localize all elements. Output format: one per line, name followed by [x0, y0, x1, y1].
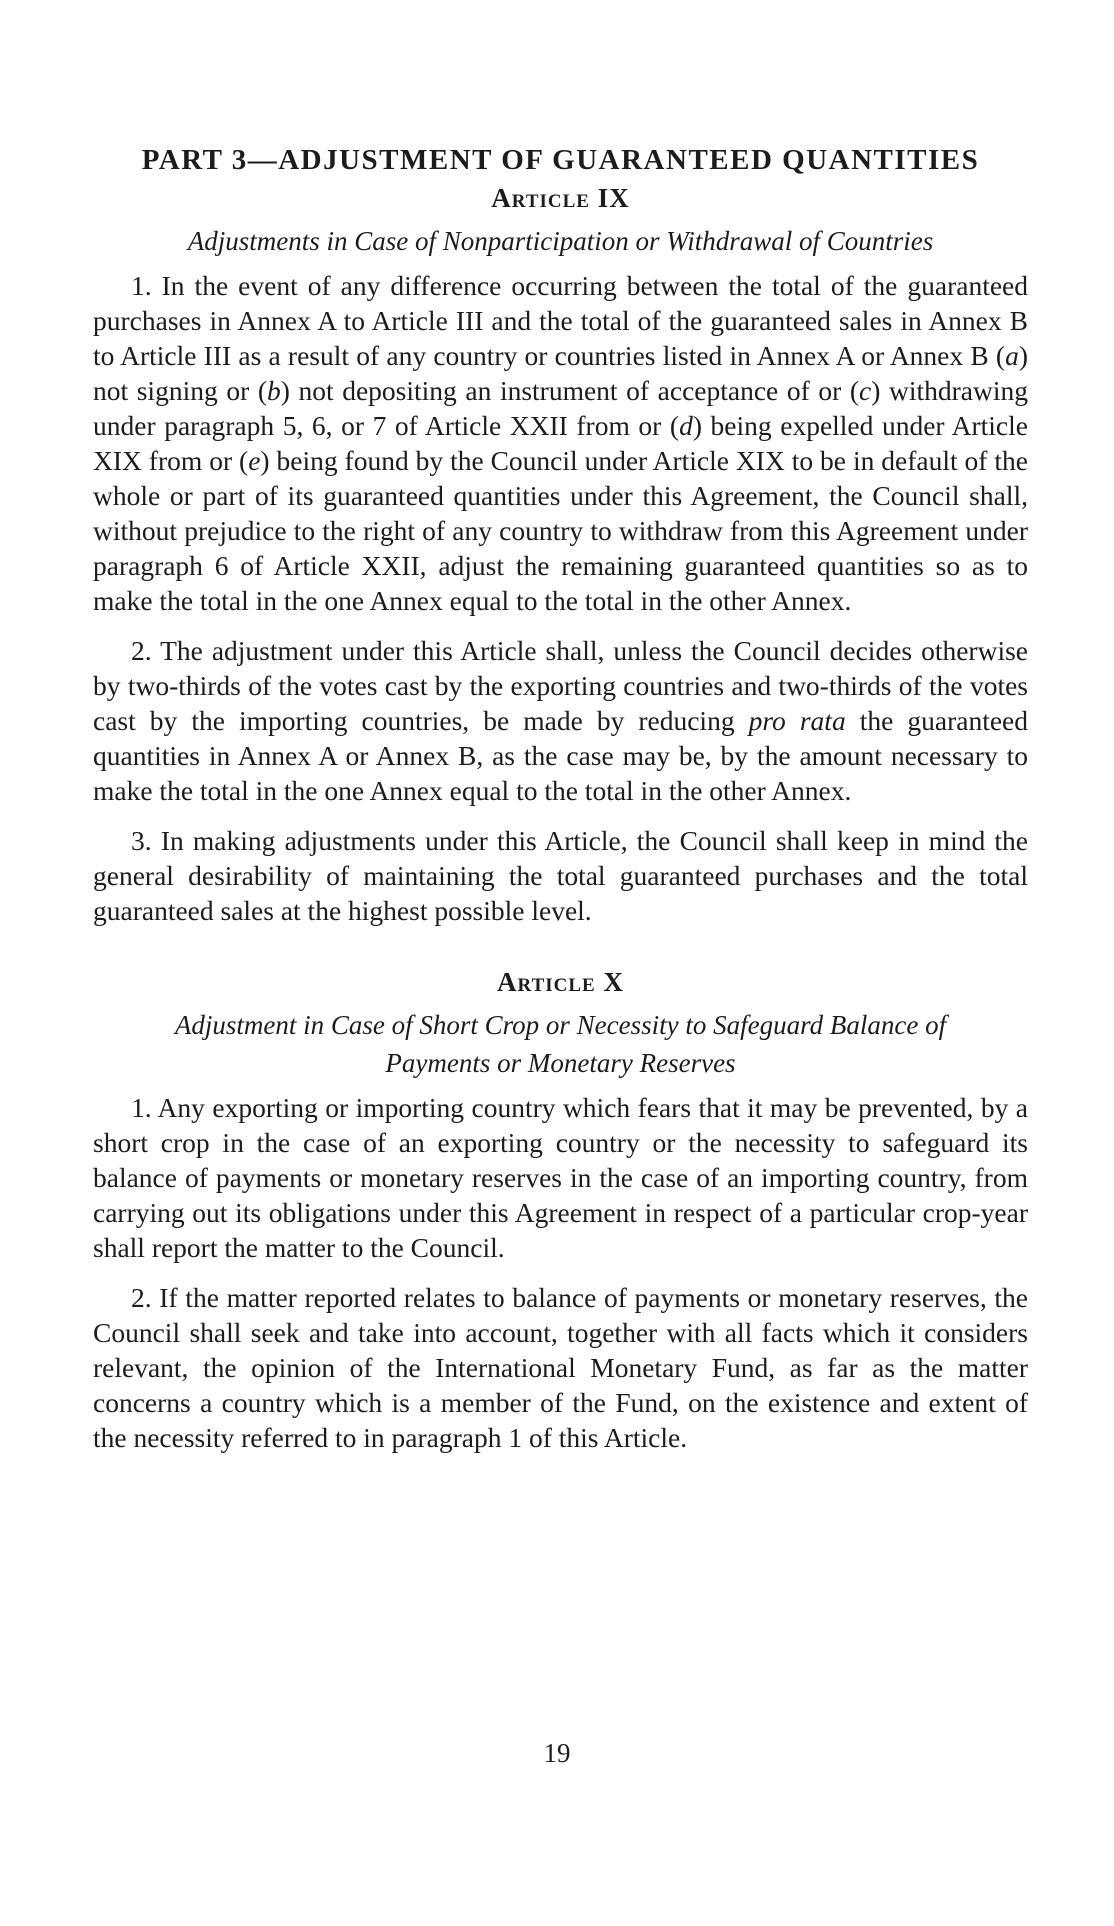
article-x-paragraph-1: 1. Any exporting or importing country which fears that it may be prevented, by a short crop in the case of an exporting country or the necessity to safeguard its balance of payments or monetary reserves in the case of an importing country, from carrying out its obligations under this Agreement in respect of a particular crop-year shall report the matter to the Council.	[93, 1092, 1028, 1263]
article-x-heading: Article X	[497, 967, 624, 997]
part-title: PART 3—ADJUSTMENT OF GUARANTEED QUANTITIES	[141, 144, 980, 176]
article-ix-paragraph-3: 3. In making adjustments under this Article, the Council shall keep in mind the general desirability of maintaining the total guaranteed purchases and the total guaranteed sales at the highest possible level.	[93, 825, 1028, 926]
article-x-paragraph-2: 2. If the matter reported relates to balance of payments or monetary reserves, the Council shall seek and take into account, together with all facts which it considers relevant, the opinion of the International Monetary Fund, as far as the matter concerns a country which is a member of the Fund, on the existence and extent of the necessity referred to in paragraph 1 of this Article.	[93, 1282, 1028, 1453]
article-ix-subtitle: Adjustments in Case of Nonparticipation or Withdrawal of Countries	[187, 226, 934, 256]
article-ix-paragraph-2: 2. The adjustment under this Article shall, unless the Council decides otherwise by two-thirds of the votes cast by the exporting countries and two-thirds of the votes cast by the importing countries, be made by reducing pro rata the guaranteed quantities in Annex A or Annex B, as the case may be, by the amount necessary to make the total in the one Annex equal to the total in the other Annex.	[93, 635, 1029, 806]
article-x-subtitle: Adjustment in Case of Short Crop or Necessity to Safeguard Balance of Payments or Monetary Reserves	[174, 1010, 947, 1078]
page-number: 19	[543, 1738, 571, 1768]
article-ix-heading: Article IX	[491, 183, 630, 213]
article-ix-paragraph-1: 1. In the event of any difference occurring between the total of the guaranteed purchases in Annex A to Article III and the total of the guaranteed sales in Annex B to Article III as a result of any country or countries listed in Annex A or Annex B (a) not signing or (b) not depositing an instrument of acceptance of or (c) withdrawing under paragraph 5, 6, or 7 of Article XXII from or (d) being expelled under Article XIX from or (e) being found by the Council under Article XIX to be in default of the whole or part of its guaranteed quantities under this Agreement, the Council shall, without prejudice to the right of any country to withdraw from this Agreement under paragraph 6 of Article XXII, adjust the remaining guaranteed quantities so as to make the total in the one Annex equal to the total in the other Annex.	[93, 270, 1028, 616]
document-page	[93, 140, 1028, 1470]
